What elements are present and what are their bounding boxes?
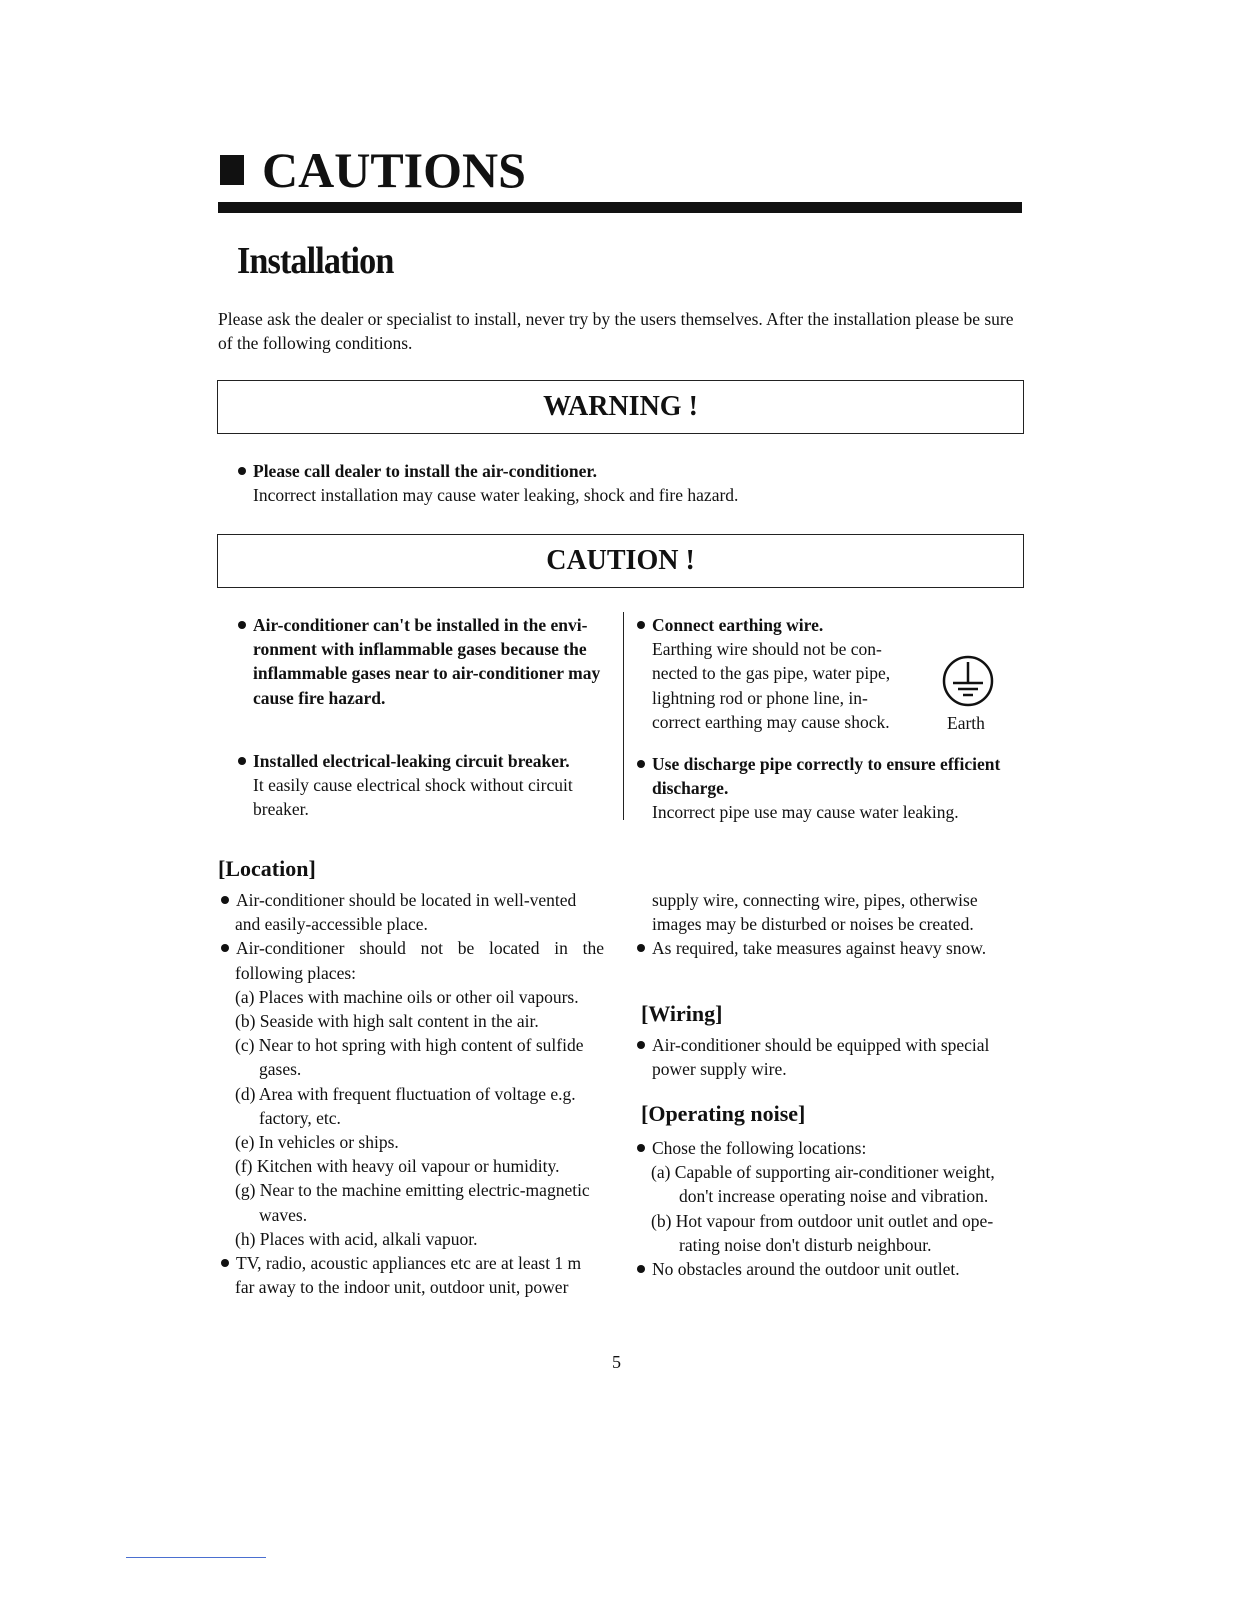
noise-line: No obstacles around the outdoor unit outlet. — [652, 1259, 960, 1280]
caution-item-title: Installed electrical-leaking circuit breaker. — [253, 751, 570, 771]
location-line: and easily-accessible place. — [235, 914, 428, 935]
location-line: following places: — [235, 962, 357, 983]
bullet-icon — [221, 1259, 229, 1267]
location-line: supply wire, connecting wire, pipes, otherwise — [652, 890, 978, 910]
location-line: images may be disturbed or noises be created. — [652, 914, 974, 935]
location-place: (d) Area with frequent fluctuation of voltage e.g. — [235, 1083, 576, 1104]
bullet-icon — [637, 1265, 645, 1273]
caution-line: Earthing wire should not be con- — [652, 639, 882, 660]
caution-item-title: Use discharge pipe correctly to ensure efficient — [652, 754, 1001, 774]
caution-line: It easily cause electrical shock without circuit — [253, 775, 573, 796]
page-title — [220, 142, 526, 198]
bullet-icon — [637, 944, 645, 952]
warning-heading: WARNING ! — [543, 391, 698, 422]
square-bullet-icon — [220, 155, 244, 185]
location-place: factory, etc. — [259, 1107, 341, 1128]
caution-item-title: Connect earthing wire. — [652, 615, 824, 635]
location-heading: [Location] — [218, 856, 316, 881]
caution-line: nected to the gas pipe, water pipe, — [652, 663, 891, 684]
location-place: (f) Kitchen with heavy oil vapour or humidity. — [235, 1156, 560, 1177]
caution-line: Air-conditioner can't be installed in the envi- — [253, 615, 588, 635]
warning-box — [217, 380, 1024, 434]
caution-line: Incorrect pipe use may cause water leaking. — [652, 802, 959, 823]
earth-ground-icon — [941, 654, 995, 713]
bullet-icon — [637, 760, 645, 768]
location-place: (c) Near to hot spring with high content of sulfide — [235, 1035, 584, 1056]
noise-line: don't increase operating noise and vibration. — [679, 1186, 989, 1207]
caution-line: lightning rod or phone line, in- — [652, 687, 868, 708]
location-list-continued — [637, 888, 1021, 961]
caution-item-discharge — [637, 752, 1029, 825]
page-number: 5 — [612, 1352, 621, 1372]
location-line: Air-conditioner should not be located in the — [236, 938, 604, 959]
section-title: Installation — [237, 240, 394, 282]
location-line: far away to the indoor unit, outdoor unit, power — [235, 1277, 569, 1298]
wiring-line: Air-conditioner should be equipped with special — [652, 1035, 990, 1055]
location-place: (e) In vehicles or ships. — [235, 1132, 399, 1153]
bullet-icon — [637, 621, 645, 629]
location-place: (g) Near to the machine emitting electric-magnetic — [235, 1180, 590, 1201]
location-place: gases. — [259, 1059, 302, 1080]
bullet-icon — [637, 1144, 645, 1152]
noise-heading: [Operating noise] — [641, 1101, 806, 1126]
wiring-line: power supply wire. — [652, 1059, 787, 1080]
caution-line: correct earthing may cause shock. — [652, 711, 890, 732]
caution-line: cause fire hazard. — [253, 687, 386, 708]
caution-item-inflammable — [238, 613, 612, 710]
location-line: TV, radio, acoustic appliances etc are at least 1 m — [236, 1253, 582, 1274]
location-list — [221, 888, 604, 1299]
noise-line: (b) Hot vapour from outdoor unit outlet and ope- — [651, 1210, 994, 1231]
location-place: waves. — [259, 1204, 308, 1225]
page-title-text: CAUTIONS — [262, 142, 526, 198]
location-line: As required, take measures against heavy snow. — [652, 938, 987, 959]
link-underline — [126, 1557, 266, 1558]
noise-line: Chose the following locations: — [652, 1138, 867, 1158]
bullet-icon — [238, 467, 246, 475]
bullet-icon — [221, 896, 229, 904]
column-divider — [623, 612, 624, 820]
intro-text: Please ask the dealer or specialist to install, never try by the users themselves. After the installation please be sure of the following conditions. — [218, 309, 1014, 354]
location-place: (h) Places with acid, alkali vapuor. — [235, 1228, 478, 1249]
caution-heading: CAUTION ! — [546, 545, 695, 576]
warning-item-text: Incorrect installation may cause water leaking, shock and fire hazard. — [253, 485, 739, 506]
warning-item — [238, 459, 998, 507]
warning-item-title: Please call dealer to install the air-conditioner. — [253, 461, 597, 481]
wiring-list — [637, 1033, 1021, 1081]
location-place: (a) Places with machine oils or other oil vapours. — [235, 986, 579, 1007]
noise-list — [637, 1136, 1021, 1281]
bullet-icon — [238, 621, 246, 629]
bullet-icon — [637, 1041, 645, 1049]
noise-line: rating noise don't disturb neighbour. — [679, 1234, 932, 1255]
noise-line: (a) Capable of supporting air-conditioner weight, — [651, 1162, 995, 1183]
caution-line: inflammable gases near to air-conditioner may — [253, 663, 601, 684]
location-line: Air-conditioner should be located in well-vented — [236, 890, 577, 910]
location-place: (b) Seaside with high salt content in the air. — [235, 1011, 539, 1032]
title-rule — [218, 202, 1022, 213]
caution-line: ronment with inflammable gases because the — [253, 639, 587, 660]
caution-item-title: discharge. — [652, 778, 729, 799]
caution-item-breaker — [238, 749, 612, 822]
bullet-icon — [221, 944, 229, 952]
earth-label: Earth — [947, 713, 985, 733]
caution-item-earthing — [637, 613, 927, 734]
caution-line: breaker. — [253, 799, 309, 820]
bullet-icon — [238, 757, 246, 765]
caution-box — [217, 534, 1024, 588]
wiring-heading: [Wiring] — [641, 1001, 723, 1026]
